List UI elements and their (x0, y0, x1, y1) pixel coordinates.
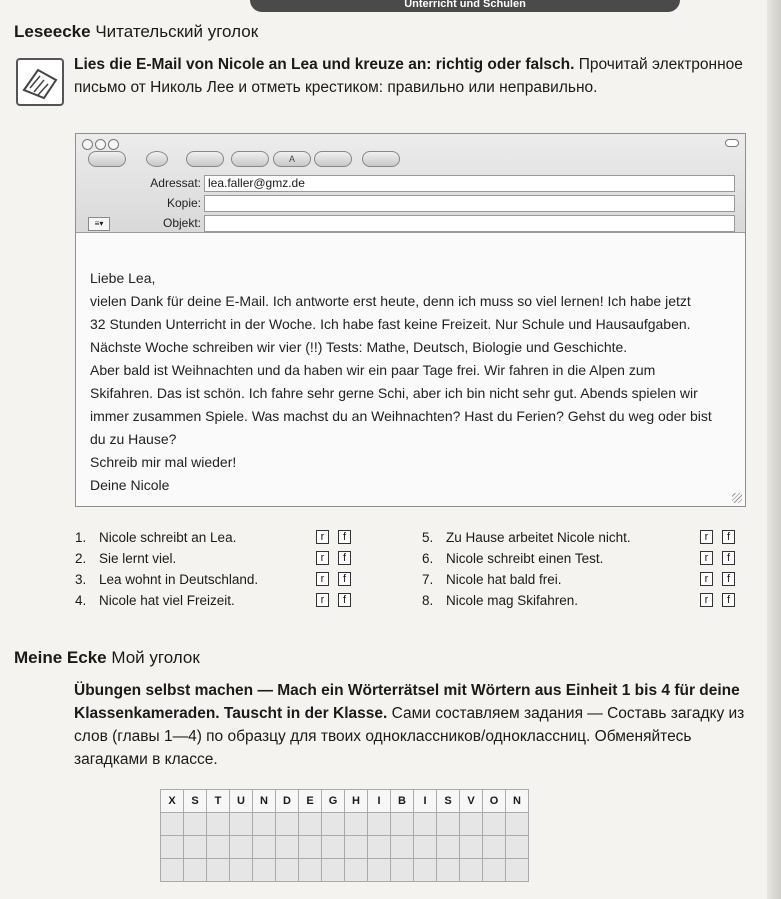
puzzle-letter-cell: O (483, 790, 506, 813)
chapter-banner: Unterricht und Schulen (250, 0, 680, 12)
puzzle-empty-cell[interactable] (184, 836, 207, 859)
reading-task-icon (16, 58, 64, 106)
fonts-button[interactable]: A (273, 151, 311, 167)
to-label: Adressat: (150, 176, 201, 190)
section-title-my-corner (14, 648, 200, 668)
email-header (76, 134, 745, 233)
to-field[interactable]: lea.faller@gmz.de (204, 175, 735, 192)
puzzle-empty-cell[interactable] (460, 859, 483, 882)
toolbar-toggle[interactable] (725, 139, 739, 147)
section-title-reading-corner (14, 22, 258, 42)
puzzle-empty-cell[interactable] (483, 813, 506, 836)
puzzle-letter-cell: S (184, 790, 207, 813)
puzzle-empty-row (161, 813, 529, 836)
statement-row (75, 548, 365, 569)
puzzle-letter-cell: H (345, 790, 368, 813)
puzzle-letter-cell: B (391, 790, 414, 813)
statement-number: 7. (422, 572, 434, 587)
puzzle-empty-cell[interactable] (276, 813, 299, 836)
puzzle-empty-cell[interactable] (391, 836, 414, 859)
section-title-ru: Читательский уголок (95, 22, 259, 41)
cc-field[interactable] (204, 195, 735, 212)
draft-button[interactable] (362, 151, 400, 167)
puzzle-empty-cell[interactable] (184, 859, 207, 882)
email-body-line: Nächste Woche schreiben wir vier (!!) Tests: Mathe, Deutsch, Biologie und Geschichte. (90, 339, 628, 355)
statement-number: 4. (75, 593, 87, 608)
statement-number: 5. (422, 530, 434, 545)
puzzle-empty-row (161, 836, 529, 859)
falsch-checkbox[interactable]: f (338, 572, 351, 586)
puzzle-empty-row (161, 859, 529, 882)
puzzle-empty-cell[interactable] (207, 859, 230, 882)
puzzle-empty-cell[interactable] (345, 813, 368, 836)
puzzle-letter-cell: T (207, 790, 230, 813)
colors-button[interactable] (314, 151, 352, 167)
statement-text: Nicole schreibt einen Test. (446, 551, 604, 566)
send-button[interactable] (88, 151, 126, 167)
puzzle-letter-cell: U (230, 790, 253, 813)
puzzle-empty-cell[interactable] (322, 859, 345, 882)
puzzle-empty-cell[interactable] (230, 813, 253, 836)
menu-dropdown-icon[interactable]: ≡▾ (88, 217, 110, 231)
puzzle-empty-cell[interactable] (207, 836, 230, 859)
puzzle-letter-cell: I (368, 790, 391, 813)
puzzle-letter-cell: N (506, 790, 529, 813)
email-body-line: Schreib mir mal wieder! (90, 454, 237, 470)
resize-handle[interactable] (732, 493, 742, 503)
statements-right (422, 527, 742, 611)
puzzle-empty-cell[interactable] (230, 836, 253, 859)
puzzle-letter-cell: D (276, 790, 299, 813)
statement-text: Nicole hat bald frei. (446, 572, 562, 587)
statements-left (75, 527, 365, 611)
email-body-line: du zu Hause? (90, 431, 177, 447)
puzzle-empty-cell[interactable] (253, 859, 276, 882)
puzzle-empty-cell[interactable] (437, 859, 460, 882)
statement-number: 6. (422, 551, 434, 566)
puzzle-empty-cell[interactable] (506, 813, 529, 836)
statement-number: 2. (75, 551, 87, 566)
falsch-checkbox[interactable]: f (722, 551, 735, 565)
puzzle-empty-cell[interactable] (460, 836, 483, 859)
puzzle-empty-cell[interactable] (437, 813, 460, 836)
puzzle-empty-cell[interactable] (460, 813, 483, 836)
statement-number: 1. (75, 530, 87, 545)
puzzle-empty-cell[interactable] (207, 813, 230, 836)
puzzle-empty-cell[interactable] (506, 836, 529, 859)
puzzle-empty-cell[interactable] (299, 836, 322, 859)
puzzle-empty-cell[interactable] (414, 813, 437, 836)
task2-instruction-de: Übungen selbst machen — Mach ein Wörterrätsel mit Wörtern aus Einheit 1 bis 4 für deine Klassenkameraden. Tauscht in der Klasse. (74, 682, 740, 722)
section-title-de: Leseecke (14, 22, 91, 41)
puzzle-empty-cell[interactable] (506, 859, 529, 882)
page-edge (767, 0, 781, 899)
puzzle-empty-cell[interactable] (391, 813, 414, 836)
statement-row (422, 569, 742, 590)
puzzle-empty-cell[interactable] (322, 836, 345, 859)
puzzle-letter-cell: S (437, 790, 460, 813)
puzzle-letter-cell: G (322, 790, 345, 813)
puzzle-empty-cell[interactable] (161, 836, 184, 859)
email-body-line: Aber bald ist Weihnachten und da haben wir ein paar Tage frei. Wir fahren in die Alpen zum (90, 362, 656, 378)
puzzle-empty-cell[interactable] (437, 836, 460, 859)
puzzle-letter-cell: E (299, 790, 322, 813)
puzzle-empty-cell[interactable] (299, 813, 322, 836)
statement-text: Nicole hat viel Freizeit. (99, 593, 235, 608)
puzzle-empty-cell[interactable] (276, 836, 299, 859)
puzzle-empty-cell[interactable] (414, 859, 437, 882)
statement-text: Nicole schreibt an Lea. (99, 530, 237, 545)
task2-instruction-ru: Сами составляем задания — Составь загадку из слов (главы 1—4) по образцу для твоих одноклассников/одноклассниц. Обменяйтесь загадками в классе. (74, 705, 745, 768)
puzzle-empty-cell[interactable] (368, 836, 391, 859)
statement-text: Nicole mag Skifahren. (446, 593, 579, 608)
subject-label: Objekt: (162, 216, 201, 230)
falsch-checkbox[interactable]: f (338, 551, 351, 565)
richtig-checkbox[interactable]: r (316, 551, 329, 565)
cc-label: Kopie: (166, 196, 201, 210)
email-window (75, 133, 746, 507)
section2-title-de: Meine Ecke (14, 648, 107, 667)
task1-instruction (74, 53, 750, 99)
email-body-line: Skifahren. Das ist schön. Ich fahre sehr gerne Schi, aber ich bin nicht sehr gut. Abends spielen wir (90, 385, 698, 401)
falsch-checkbox[interactable]: f (722, 530, 735, 544)
window-minimize-dot[interactable] (95, 139, 106, 150)
puzzle-empty-cell[interactable] (368, 859, 391, 882)
task1-instruction-de: Lies die E-Mail von Nicole an Lea und kreuze an: richtig oder falsch. (74, 56, 575, 73)
puzzle-letter-cell: V (460, 790, 483, 813)
task2-instruction (74, 679, 748, 771)
section2-title-ru: Мой уголок (111, 648, 200, 667)
richtig-checkbox[interactable]: r (700, 593, 713, 607)
email-body-line: 32 Stunden Unterricht in der Woche. Ich habe fast keine Freizeit. Nur Schule und Hausaufgaben. (90, 316, 691, 332)
subject-field[interactable] (204, 215, 735, 232)
email-body-line: Deine Nicole (90, 477, 170, 493)
puzzle-letter-cell: N (253, 790, 276, 813)
statement-row (422, 548, 742, 569)
statement-row (422, 590, 742, 611)
puzzle-empty-cell[interactable] (483, 836, 506, 859)
puzzle-empty-cell[interactable] (230, 859, 253, 882)
puzzle-letter-cell: I (414, 790, 437, 813)
statement-number: 3. (75, 572, 87, 587)
puzzle-empty-cell[interactable] (322, 813, 345, 836)
puzzle-empty-cell[interactable] (368, 813, 391, 836)
puzzle-empty-cell[interactable] (253, 813, 276, 836)
puzzle-empty-cell[interactable] (345, 836, 368, 859)
puzzle-letter-cell: X (161, 790, 184, 813)
statement-number: 8. (422, 593, 434, 608)
puzzle-empty-cell[interactable] (161, 859, 184, 882)
statement-text: Sie lernt viel. (99, 551, 177, 566)
circle-button[interactable] (146, 151, 168, 167)
statement-row (75, 590, 365, 611)
statement-row (75, 569, 365, 590)
richtig-checkbox[interactable]: r (700, 572, 713, 586)
puzzle-empty-cell[interactable] (345, 859, 368, 882)
richtig-checkbox[interactable]: r (316, 593, 329, 607)
email-body[interactable] (90, 267, 730, 497)
puzzle-empty-cell[interactable] (161, 813, 184, 836)
word-puzzle-grid (160, 789, 529, 882)
richtig-checkbox[interactable]: r (316, 572, 329, 586)
falsch-checkbox[interactable]: f (338, 530, 351, 544)
statement-text: Lea wohnt in Deutschland. (99, 572, 259, 587)
puzzle-empty-cell[interactable] (184, 813, 207, 836)
email-body-line: immer zusammen Spiele. Was machst du an Weihnachten? Hast du Ferien? Gehst du weg oder bist (90, 408, 712, 424)
email-body-line: Liebe Lea, (90, 270, 156, 286)
address-button[interactable] (231, 151, 269, 167)
task1-instruction-ru: Прочитай электронное письмо от Николь Лее и отметь крестиком: правильно или неправильно. (74, 56, 743, 96)
puzzle-empty-cell[interactable] (299, 859, 322, 882)
falsch-checkbox[interactable]: f (722, 572, 735, 586)
statement-row (75, 527, 365, 548)
statement-row (422, 527, 742, 548)
statement-text: Zu Hause arbeitet Nicole nicht. (446, 530, 631, 545)
window-zoom-dot[interactable] (108, 139, 119, 150)
puzzle-empty-cell[interactable] (391, 859, 414, 882)
puzzle-letter-row (161, 790, 529, 813)
falsch-checkbox[interactable]: f (338, 593, 351, 607)
attach-button[interactable] (186, 151, 224, 167)
puzzle-empty-cell[interactable] (253, 836, 276, 859)
puzzle-empty-cell[interactable] (414, 836, 437, 859)
window-close-dot[interactable] (82, 139, 93, 150)
puzzle-empty-cell[interactable] (483, 859, 506, 882)
puzzle-empty-cell[interactable] (276, 859, 299, 882)
falsch-checkbox[interactable]: f (722, 593, 735, 607)
richtig-checkbox[interactable]: r (700, 551, 713, 565)
richtig-checkbox[interactable]: r (700, 530, 713, 544)
email-body-line: vielen Dank für deine E-Mail. Ich antworte erst heute, denn ich muss so viel lernen! Ich habe jetzt (90, 293, 691, 309)
richtig-checkbox[interactable]: r (316, 530, 329, 544)
